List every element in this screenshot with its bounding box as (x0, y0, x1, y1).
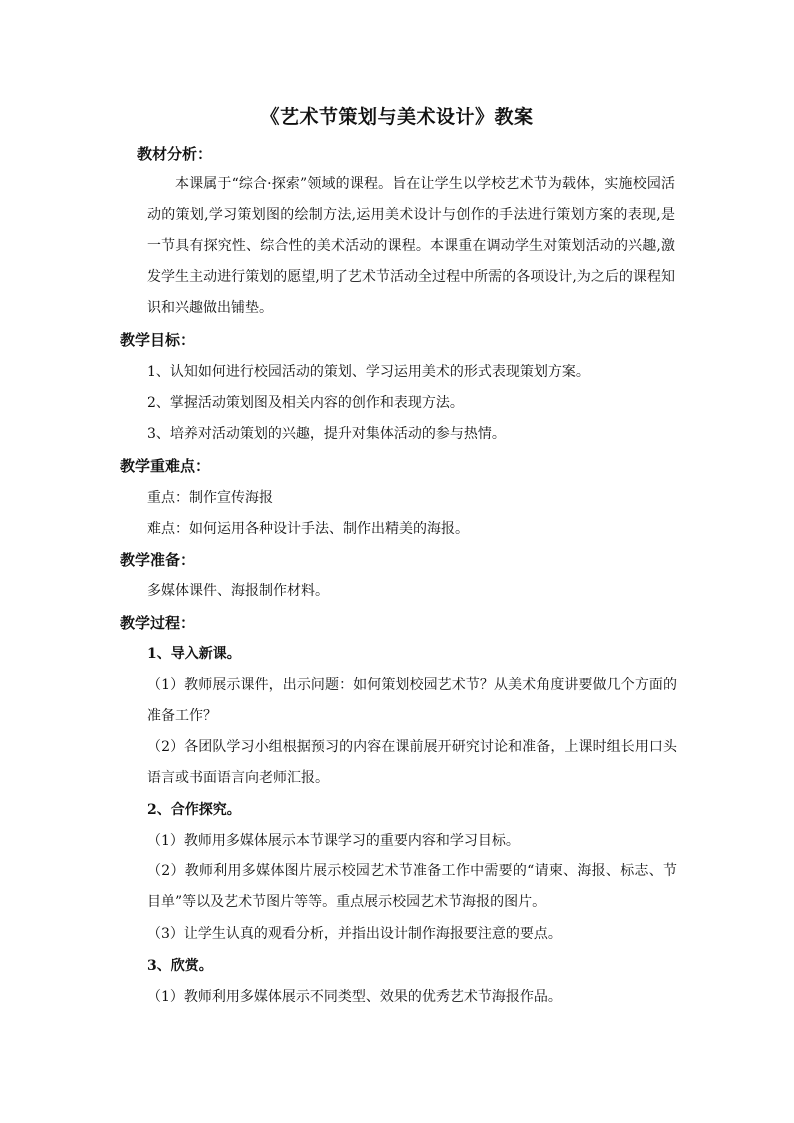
process-step-title: 1、导入新课。 (147, 646, 241, 662)
goal-item: 3、培养对活动策划的兴趣，提升对集体活动的参与热情。 (147, 426, 506, 442)
heading-teaching-process: 教学过程： (120, 614, 196, 632)
process-step-item: （2）教师利用多媒体图片展示校园艺术节准备工作中需要的“请柬、海报、标志、节目单”等以及艺术节图片等等。重点展示校园艺术节海报的图片。 (147, 863, 677, 910)
heading-key-points: 教学重难点： (120, 457, 211, 475)
process-step-title: 3、欣赏。 (147, 958, 213, 974)
process-step-item: （1）教师展示课件，出示问题：如何策划校园艺术节？从美术角度讲要做几个方面的准备工作？ (147, 677, 677, 724)
goal-item: 1、认知如何进行校园活动的策划、学习运用美术的形式表现策划方案。 (147, 364, 590, 380)
goal-item: 2、掌握活动策划图及相关内容的创作和表现方法。 (147, 395, 464, 411)
process-step-item: （1）教师用多媒体展示本节课学习的重要内容和学习目标。 (147, 833, 520, 849)
document-title: 《艺术节策划与美术设计》教案 (260, 106, 534, 128)
process-step-item: （2）各团队学习小组根据预习的内容在课前展开研究讨论和准备，上课时组长用口头语言或书面语言向老师汇报。 (147, 739, 677, 786)
heading-material-analysis: 教材分析： (137, 145, 213, 163)
heading-teaching-goals: 教学目标： (120, 331, 196, 349)
process-step-item: （1）教师利用多媒体展示不同类型、效果的优秀艺术节海报作品。 (147, 989, 562, 1005)
process-step-item: （3）让学生认真的观看分析，并指出设计制作海报要注意的要点。 (147, 926, 562, 942)
key-point-item: 难点：如何运用各种设计手法、制作出精美的海报。 (147, 521, 469, 537)
material-analysis-paragraph: 本课属于“综合·探索”领域的课程。旨在让学生以学校艺术节为载体，实施校园活动的策划,学习策划图的绘制方法,运用美术设计与创作的手法进行策划方案的表现,是一节具有探究性、综合性的美术活动的课程。本课重在调动学生对策划活动的兴趣,激发学生主动进行策划的愿望,明了艺术节活动全过程中所需的各项设计,为之后的课程知识和兴趣做出铺垫。 (147, 176, 675, 316)
heading-preparation: 教学准备： (120, 551, 196, 569)
preparation-item: 多媒体课件、海报制作材料。 (147, 583, 329, 599)
process-step-title: 2、合作探究。 (147, 802, 241, 818)
key-point-item: 重点：制作宣传海报 (147, 490, 273, 506)
